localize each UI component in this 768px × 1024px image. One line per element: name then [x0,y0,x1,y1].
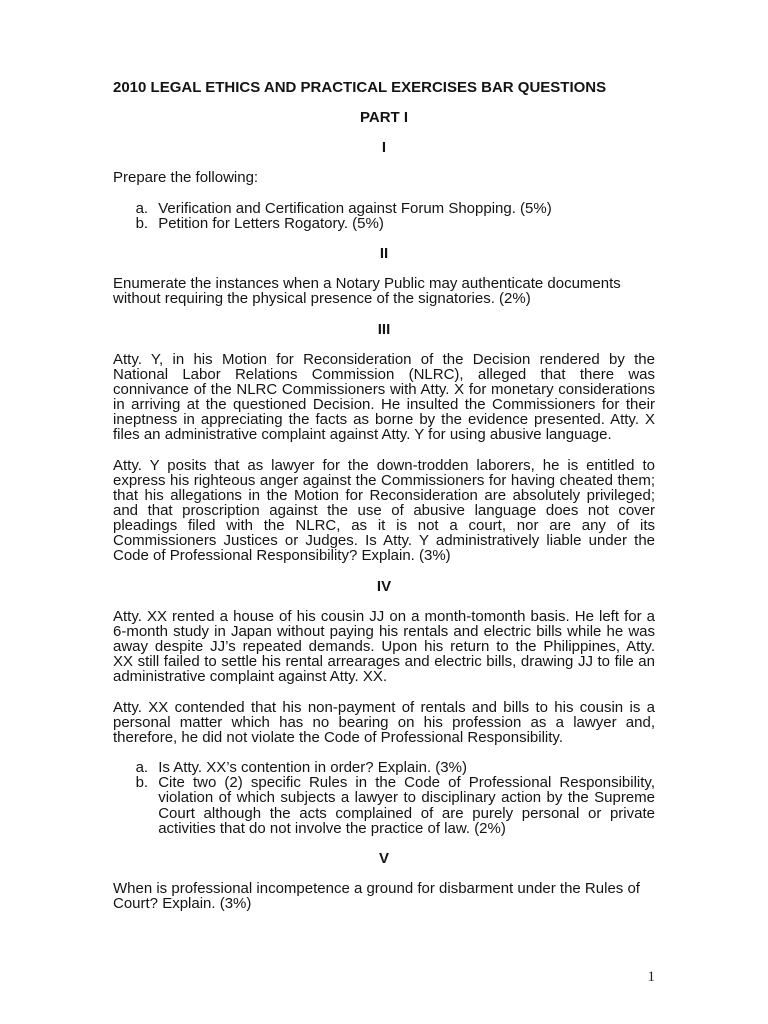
section-heading-iv: IV [376,577,392,595]
list-marker: a. [135,199,149,217]
text-line: Atty. XX contended that his non-payment of rentals and bills to his cousin is a [113,698,655,716]
text-line: that his allegations in the Motion for Reconsideration are absolutely privileged; [113,486,655,504]
list-marker: b. [135,774,149,792]
text-line: Cite two (2) specific Rules in the Code of Professional Responsibility, [158,774,655,792]
document-title: 2010 LEGAL ETHICS AND PRACTICAL EXERCISES BAR QUESTIONS [113,78,607,96]
document-body [113,80,655,912]
text-line: without requiring the physical presence of the signatories. (2%) [113,290,531,308]
text-line: away despite JJ’s repeated demands. Upon his return to the Philippines, Atty. [113,638,655,656]
question-paragraph [113,276,655,306]
text-line: Verification and Certification against Forum Shopping. (5%) [158,199,552,217]
list-marker: b. [135,214,149,232]
question-paragraph [113,609,655,685]
text-line: ineptness in appreciating the facts as borne by the evidence presented. Atty. X [113,411,655,429]
question-list [113,201,655,231]
text-line: Is Atty. XX’s contention in order? Explain. (3%) [158,759,467,777]
text-line: Atty. Y, in his Motion for Reconsideration of the Decision rendered by the [113,350,655,368]
text-line: Atty. XX rented a house of his cousin JJ on a month-tomonth basis. He left for a [113,607,655,625]
list-item [113,216,655,231]
text-line: Court although the acts complained of are purely personal or private [158,804,655,822]
text-line: in arriving at the questioned Decision. He insulted the Commissioners for their [113,396,655,414]
section-heading-i: I [381,139,387,157]
text-line: National Labor Relations Commission (NLRC), alleged that there was [113,365,655,383]
text-line: files an administrative complaint against Atty. Y for using abusive language. [113,426,612,444]
text-line: Atty. Y posits that as lawyer for the down-trodden laborers, he is entitled to [113,456,655,474]
list-item [113,201,655,216]
page-number: 1 [647,969,655,985]
text-line: XX still failed to settle his rental arrearages and electric bills, drawing JJ to file an [113,653,655,671]
section-heading-v: V [378,849,389,867]
question-paragraph [113,170,655,185]
list-item [113,775,655,836]
list-marker: a. [135,759,149,777]
text-line: Prepare the following: [113,169,259,187]
text-line: administrative complaint against Atty. XX. [113,668,388,686]
question-paragraph [113,458,655,564]
text-line: personal matter which has no bearing on his profession as a lawyer and, [113,713,655,731]
text-line: connivance of the NLRC Commissioners with Atty. X for monetary considerations [113,381,655,399]
text-line: therefore, he did not violate the Code of Professional Responsibility. [113,728,563,746]
text-line: Petition for Letters Rogatory. (5%) [158,214,384,232]
text-line: pleadings filed with the NLRC, as it is not a court, nor are any of its [113,517,655,535]
section-heading-iii: III [377,320,391,338]
text-line: activities that do not involve the practice of law. (2%) [158,819,506,837]
text-line: Code of Professional Responsibility? Explain. (3%) [113,547,451,565]
text-line: violation of which subjects a lawyer to disciplinary action by the Supreme [158,789,655,807]
question-paragraph [113,700,655,745]
text-line: and that proscription against the use of abusive language does not cover [113,502,655,520]
question-paragraph [113,352,655,443]
list-item [113,760,655,775]
text-line: Commissioners Justices or Judges. Is Atty. Y administratively liable under the [113,532,655,550]
section-heading-ii: II [379,244,389,262]
question-paragraph [113,881,655,911]
text-line: Court? Explain. (3%) [113,895,252,913]
text-line: 6-month study in Japan without paying his rentals and electric bills while he was [113,623,655,641]
text-line: When is professional incompetence a ground for disbarment under the Rules of [113,880,640,898]
part-heading: PART I [359,108,409,126]
question-list [113,760,655,836]
text-line: Enumerate the instances when a Notary Public may authenticate documents [113,275,621,293]
text-line: express his righteous anger against the Commissioners for having cheated them; [113,471,655,489]
